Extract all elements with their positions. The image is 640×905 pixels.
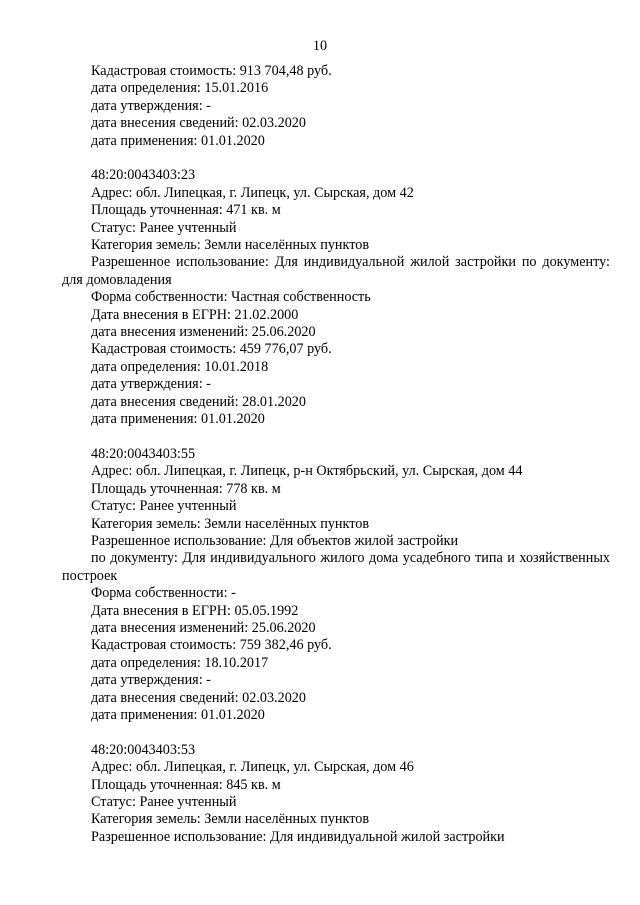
approval-date: дата утверждения: - xyxy=(91,97,211,114)
parcel-by-document: по документу: Для индивидуального жилого дома усадебного типа и хозяйственных построек xyxy=(62,550,610,584)
parcel-info-entry-date: дата внесения сведений: 28.01.2020 xyxy=(91,393,306,410)
document-body xyxy=(62,63,610,846)
parcel-land-category: Категория земель: Земли населённых пунктов xyxy=(91,811,370,828)
spacer xyxy=(62,150,610,167)
parcel-block xyxy=(62,742,610,846)
parcel-approval-date: дата утверждения: - xyxy=(91,672,211,689)
parcel-application-date: дата применения: 01.01.2020 xyxy=(91,707,265,723)
parcel-egrn-date: Дата внесения в ЕГРН: 05.05.1992 xyxy=(91,602,299,619)
parcel-number: 48:20:0043403:53 xyxy=(91,741,196,758)
application-date: дата применения: 01.01.2020 xyxy=(91,132,265,149)
cadastral-value: Кадастровая стоимость: 913 704,48 руб. xyxy=(91,63,332,79)
parcel-land-category: Категория земель: Земли населённых пунктов xyxy=(91,515,370,532)
parcel-status: Статус: Ранее учтенный xyxy=(91,794,237,811)
parcel-determination-date: дата определения: 18.10.2017 xyxy=(91,654,269,671)
parcel-block xyxy=(62,167,610,428)
parcel-block xyxy=(62,446,610,725)
parcel-permitted-use: Разрешенное использование: Для индивидуальной жилой застройки по документу: для домовладения xyxy=(62,254,610,288)
parcel-ownership: Форма собственности: - xyxy=(91,585,236,602)
parcel-number: 48:20:0043403:55 xyxy=(91,445,196,462)
parcel-area: Площадь уточненная: 471 кв. м xyxy=(91,202,281,219)
spacer xyxy=(62,429,610,446)
page-number: 10 xyxy=(312,38,328,54)
parcel-cadastral-value: Кадастровая стоимость: 759 382,46 руб. xyxy=(91,637,332,654)
parcel-address: Адрес: обл. Липецкая, г. Липецк, ул. Сырская, дом 46 xyxy=(91,759,414,776)
parcel-application-date: дата применения: 01.01.2020 xyxy=(91,411,265,428)
info-entry-date: дата внесения сведений: 02.03.2020 xyxy=(91,115,306,132)
first-block xyxy=(62,63,610,150)
parcel-permitted-use: Разрешенное использование: Для индивидуальной жилой застройки xyxy=(91,828,505,845)
parcel-number: 48:20:0043403:23 xyxy=(91,167,196,184)
parcel-land-category: Категория земель: Земли населённых пунктов xyxy=(91,237,370,254)
determination-date: дата определения: 15.01.2016 xyxy=(91,80,269,97)
parcel-address: Адрес: обл. Липецкая, г. Липецк, ул. Сырская, дом 42 xyxy=(91,184,414,201)
parcel-info-entry-date: дата внесения сведений: 02.03.2020 xyxy=(91,689,306,706)
parcel-changes-date: дата внесения изменений: 25.06.2020 xyxy=(91,619,316,636)
spacer xyxy=(62,724,610,741)
parcel-changes-date: дата внесения изменений: 25.06.2020 xyxy=(91,324,316,341)
parcel-area: Площадь уточненная: 845 кв. м xyxy=(91,776,281,793)
parcel-approval-date: дата утверждения: - xyxy=(91,376,211,393)
parcel-permitted-use: Разрешенное использование: Для объектов жилой застройки xyxy=(91,532,459,549)
parcel-cadastral-value: Кадастровая стоимость: 459 776,07 руб. xyxy=(91,341,332,358)
parcel-egrn-date: Дата внесения в ЕГРН: 21.02.2000 xyxy=(91,306,299,323)
parcel-determination-date: дата определения: 10.01.2018 xyxy=(91,358,269,375)
parcel-address: Адрес: обл. Липецкая, г. Липецк, р-н Октябрьский, ул. Сырская, дом 44 xyxy=(91,463,523,480)
parcel-status: Статус: Ранее учтенный xyxy=(91,498,237,515)
parcel-status: Статус: Ранее учтенный xyxy=(91,219,237,236)
parcel-ownership: Форма собственности: Частная собственность xyxy=(91,289,371,306)
parcel-area: Площадь уточненная: 778 кв. м xyxy=(91,480,281,497)
